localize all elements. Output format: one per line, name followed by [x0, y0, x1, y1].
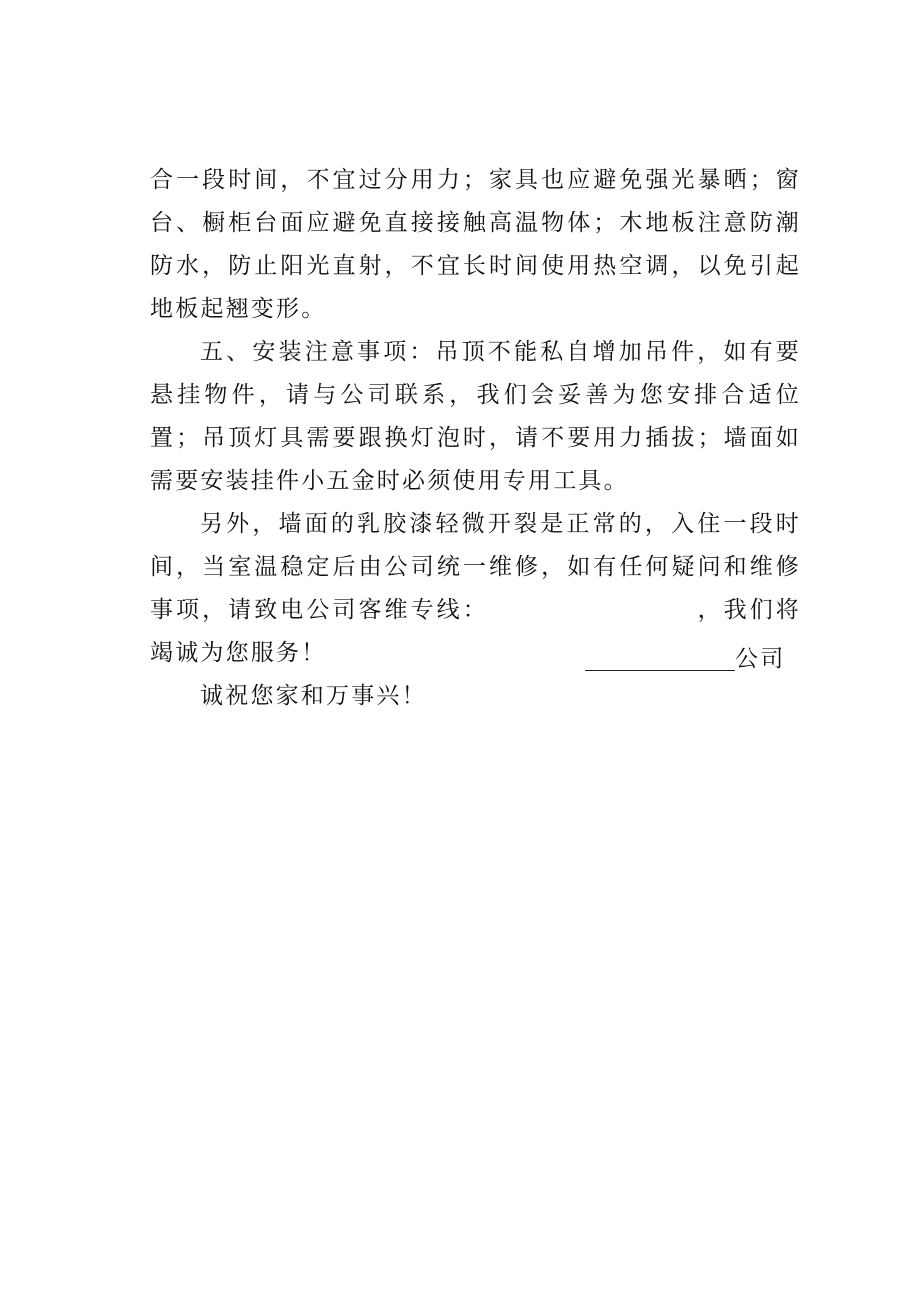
document-body	[150, 159, 801, 718]
signature-block	[585, 638, 785, 681]
paragraph-installation-notes: 五、安装注意事项：吊顶不能私自增加吊件，如有要悬挂物件，请与公司联系，我们会妥善为您安排合适位置；吊顶灯具需要跟换灯泡时，请不要用力插拔；墙面如需要安装挂件小五金时必须使用专用工具。	[150, 339, 801, 494]
company-name-blank-line	[585, 640, 735, 671]
signature-company-suffix: 公司	[735, 646, 786, 672]
closing-wish: 诚祝您家和万事兴！	[200, 683, 427, 709]
paragraph-care-continued: 合一段时间，不宜过分用力；家具也应避免强光暴晒；窗台、橱柜台面应避免直接接触高温物体；木地板注意防潮防水，防止阳光直射，不宜长时间使用热空调，以免引起地板起翘变形。	[150, 167, 801, 322]
additional-notes-text: 另外，墙面的乳胶漆轻微开裂是正常的，入住一段时间，当室温稳定后由公司统一维修，如有任何疑问和维修事项，请致电公司客维专线：	[150, 511, 801, 623]
additional-notes-ending: ，我们将竭诚为您服务！	[150, 597, 801, 666]
